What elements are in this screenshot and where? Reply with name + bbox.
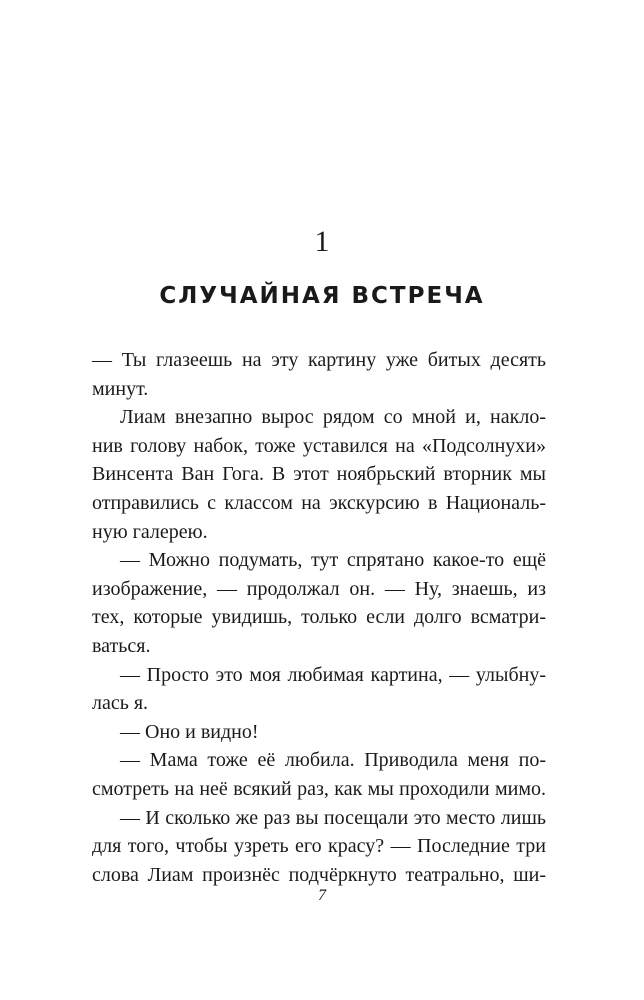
- text-line: смотреть на неё всякий раз, как мы проходили мимо.: [92, 777, 546, 800]
- text-line: тех, которые увидишь, только если долго всматри-: [92, 606, 546, 629]
- text-line: — И сколько же раз вы посещали это место лишь: [120, 806, 546, 829]
- text-line: слова Лиам произнёс подчёркнуто театрально, ши-: [92, 863, 546, 886]
- body-text: [92, 346, 546, 889]
- chapter-number: 1: [314, 225, 330, 258]
- text-line: для того, чтобы узреть его красу? — Последние три: [92, 835, 546, 858]
- text-line: — Можно подумать, тут спрятано какое-то ещё: [120, 549, 546, 572]
- text-line: нив голову набок, тоже уставился на «Подсолнухи»: [92, 434, 546, 457]
- text-line: изображение, — продолжал он. — Ну, знаешь, из: [92, 577, 546, 600]
- text-line: лась я.: [92, 692, 149, 715]
- text-line: минут.: [92, 377, 149, 400]
- text-line: ваться.: [92, 634, 151, 657]
- text-line: — Просто это моя любимая картина, — улыбну-: [120, 663, 546, 686]
- chapter-title: СЛУЧАЙНАЯ ВСТРЕЧА: [159, 283, 485, 309]
- text-line: — Оно и видно!: [120, 720, 259, 743]
- text-line: Винсента Ван Гога. В этот ноябрьский вторник мы: [92, 463, 546, 486]
- text-line: Лиам внезапно вырос рядом со мной и, накло-: [120, 406, 546, 429]
- text-line: — Мама тоже её любила. Приводила меня по-: [120, 749, 546, 772]
- text-line: ную галерею.: [92, 520, 208, 543]
- page-number: 7: [318, 887, 326, 904]
- text-line: отправились с классом на экскурсию в Националь-: [92, 491, 546, 514]
- text-line: — Ты глазеешь на эту картину уже битых десять: [92, 349, 546, 371]
